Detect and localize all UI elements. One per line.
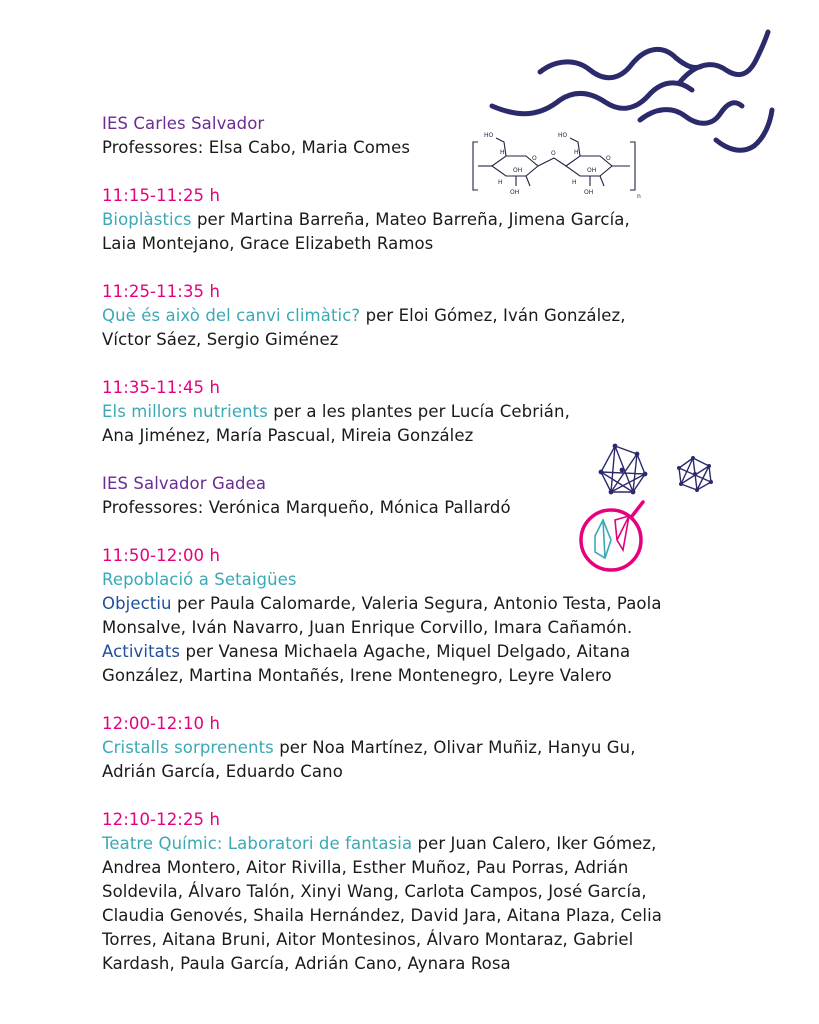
schedule: [102, 112, 742, 1000]
session-authors: Torres, Aitana Bruni, Aitor Montesinos, Álvaro Montaraz, Gabriel: [102, 930, 634, 949]
school-name: IES Salvador Gadea: [102, 474, 267, 493]
session-time: 11:25-11:35 h: [102, 282, 221, 301]
session-title: Bioplàstics: [102, 210, 192, 229]
molecule-label-oh: OH: [584, 189, 594, 196]
activitats-label: Activitats: [102, 642, 181, 661]
session-time: 11:50-12:00 h: [102, 546, 221, 565]
session-title: Cristalls sorprenents: [102, 738, 274, 757]
session-authors: Andrea Montero, Aitor Rivilla, Esther Muñoz, Pau Porras, Adrián: [102, 858, 629, 877]
session-block: [102, 544, 742, 688]
molecule-label-h: H: [574, 149, 579, 156]
session-authors: Laia Montejano, Grace Elizabeth Ramos: [102, 234, 434, 253]
session-block: [102, 808, 742, 976]
session-authors: Adrián García, Eduardo Cano: [102, 762, 343, 781]
molecule-label-o: O: [532, 155, 537, 162]
session-authors: per Paula Calomarde, Valeria Segura, Antonio Testa, Paola: [171, 594, 662, 613]
objectiu-label: Objectiu: [102, 594, 172, 613]
molecule-label-o: O: [551, 150, 556, 157]
session-authors: per Juan Calero, Iker Gómez,: [412, 834, 657, 853]
session-authors: González, Martina Montañés, Irene Montenegro, Leyre Valero: [102, 666, 612, 685]
session-authors: per Eloi Gómez, Iván González,: [360, 306, 626, 325]
session-authors: per Martina Barreña, Mateo Barreña, Jimena García,: [191, 210, 630, 229]
school-teachers: Professores: Elsa Cabo, Maria Comes: [102, 138, 411, 157]
molecule-label-oh: OH: [510, 189, 520, 196]
session-title: Què és això del canvi climàtic?: [102, 306, 361, 325]
molecule-label-oh: OH: [513, 167, 523, 174]
molecule-label-o: O: [606, 155, 611, 162]
molecule-label-h: H: [500, 149, 505, 156]
session-time: 11:15-11:25 h: [102, 186, 221, 205]
session-authors: per Noa Martínez, Olivar Muñiz, Hanyu Gu,: [273, 738, 636, 757]
molecule-label-ho: HO: [558, 132, 568, 139]
school-teachers: Professores: Verónica Marqueño, Mónica Pallardó: [102, 498, 511, 517]
session-authors: Claudia Genovés, Shaila Hernández, David Jara, Aitana Plaza, Celia: [102, 906, 662, 925]
school-block: [102, 112, 742, 160]
session-title: Teatre Químic: Laboratori de fantasia: [102, 834, 413, 853]
session-authors: Ana Jiménez, María Pascual, Mireia González: [102, 426, 474, 445]
session-authors: Monsalve, Iván Navarro, Juan Enrique Corvillo, Imara Cañamón.: [102, 618, 633, 637]
molecule-label-h: H: [572, 179, 577, 186]
molecule-label-ho: HO: [484, 132, 494, 139]
session-authors: per Vanesa Michaela Agache, Miquel Delgado, Aitana: [180, 642, 631, 661]
session-block: [102, 712, 742, 784]
molecule-label-n: n: [637, 193, 641, 200]
session-block: [102, 280, 742, 352]
session-authors: per a les plantes per Lucía Cebrián,: [267, 402, 570, 421]
session-block: [102, 376, 742, 448]
session-title: Els millors nutrients: [102, 402, 268, 421]
school-block: [102, 472, 742, 520]
school-name: IES Carles Salvador: [102, 114, 265, 133]
session-time: 12:00-12:10 h: [102, 714, 221, 733]
session-authors: Víctor Sáez, Sergio Giménez: [102, 330, 339, 349]
session-block: [102, 184, 742, 256]
session-authors: Kardash, Paula García, Adrián Cano, Aynara Rosa: [102, 954, 511, 973]
molecule-label-h: H: [498, 179, 503, 186]
session-title: Repoblació a Setaigües: [102, 570, 297, 589]
session-authors: Soldevila, Álvaro Talón, Xinyi Wang, Carlota Campos, José García,: [102, 882, 647, 901]
session-time: 11:35-11:45 h: [102, 378, 221, 397]
molecule-label-oh: OH: [587, 167, 597, 174]
session-time: 12:10-12:25 h: [102, 810, 221, 829]
